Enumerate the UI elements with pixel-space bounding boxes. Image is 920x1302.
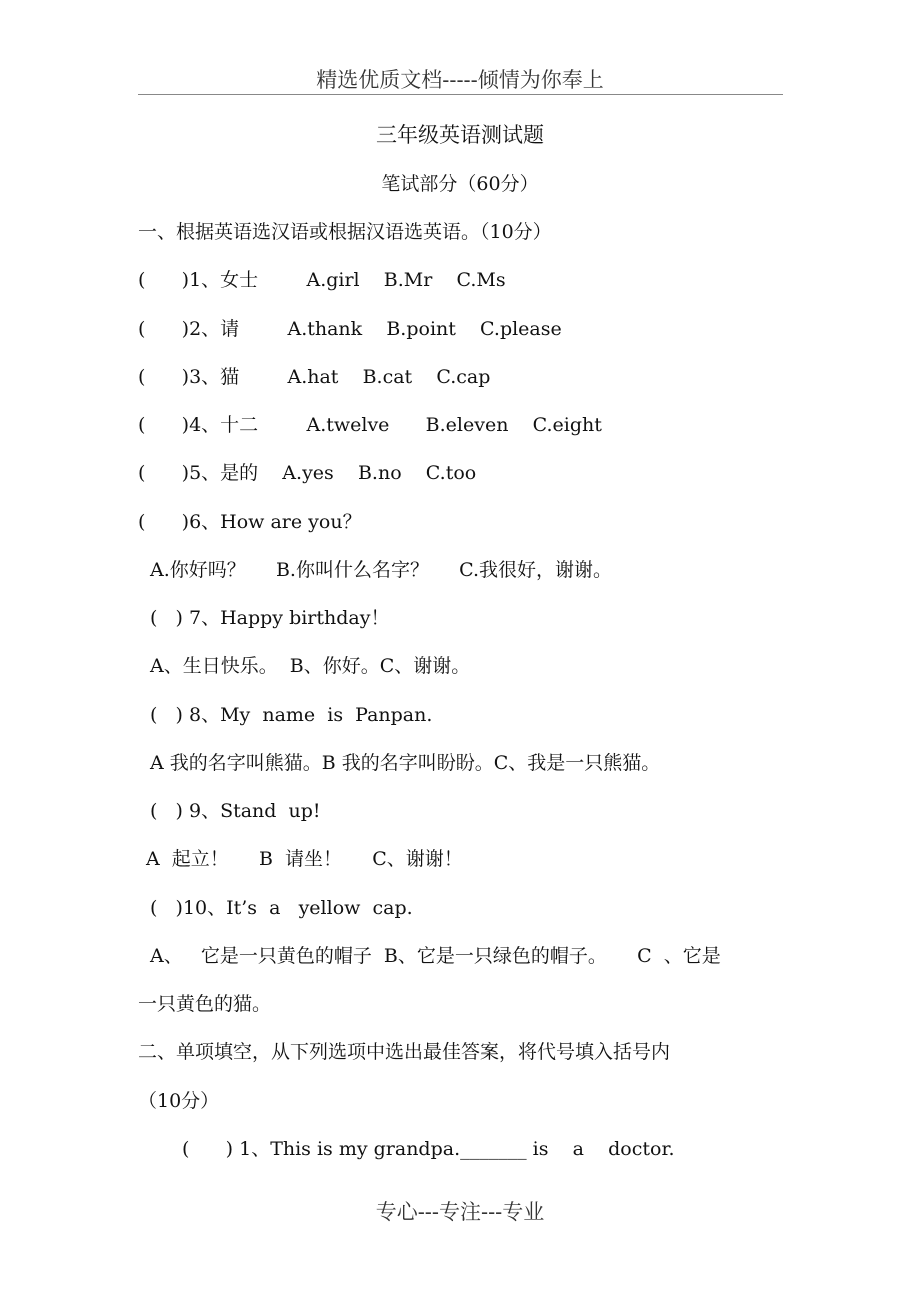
answer-options-line: A 起立！ B 请坐！ C、谢谢！ [146, 848, 463, 870]
question-line: ( ) 8、My name is Panpan. [150, 704, 433, 726]
question-line: ( ) 1、This is my grandpa._______ is a doctor. [182, 1138, 675, 1160]
question-line: ( )5、是的 A.yes B.no C.too [138, 462, 477, 484]
test-title: 三年级英语测试题 [376, 123, 544, 147]
section2-heading: 二、单项填空，从下列选项中选出最佳答案，将代号填入括号内 [138, 1041, 671, 1063]
question-line: ( ) 7、Happy birthday！ [150, 607, 390, 629]
answer-options-line: A 我的名字叫熊猫。B 我的名字叫盼盼。C、我是一只熊猫。 [150, 752, 661, 774]
question-line: ( ) 9、Stand up! [150, 800, 321, 822]
section1-heading: 一、根据英语选汉语或根据汉语选英语。（10分） [138, 221, 552, 243]
answer-options-line: A、 它是一只黄色的帽子 B、它是一只绿色的帽子。 C 、它是 [150, 945, 721, 967]
page-footer: 专心---专注---专业 [375, 1200, 545, 1224]
question-line: ( )3、猫 A.hat B.cat C.cap [138, 366, 491, 388]
test-subtitle: 笔试部分（60分） [381, 173, 539, 195]
question-line: ( )6、How are you？ [138, 511, 362, 533]
answer-options-line: A.你好吗？ B.你叫什么名字？ C.我很好，谢谢。 [150, 559, 613, 581]
answer-options-continuation: 一只黄色的猫。 [138, 993, 272, 1015]
answer-options-line: A、生日快乐。 B、你好。C、谢谢。 [150, 655, 471, 677]
page-header: 精选优质文档-----倾情为你奉上 [316, 68, 604, 92]
question-line: ( )4、十二 A.twelve B.eleven C.eight [138, 414, 602, 436]
question-line: ( )2、请 A.thank B.point C.please [138, 318, 562, 340]
section2-heading-score: （10分） [138, 1090, 220, 1112]
question-line: ( )1、女士 A.girl B.Mr C.Ms [138, 269, 506, 291]
question-line: ( )10、It’s a yellow cap. [150, 897, 413, 919]
header-divider [138, 94, 783, 95]
